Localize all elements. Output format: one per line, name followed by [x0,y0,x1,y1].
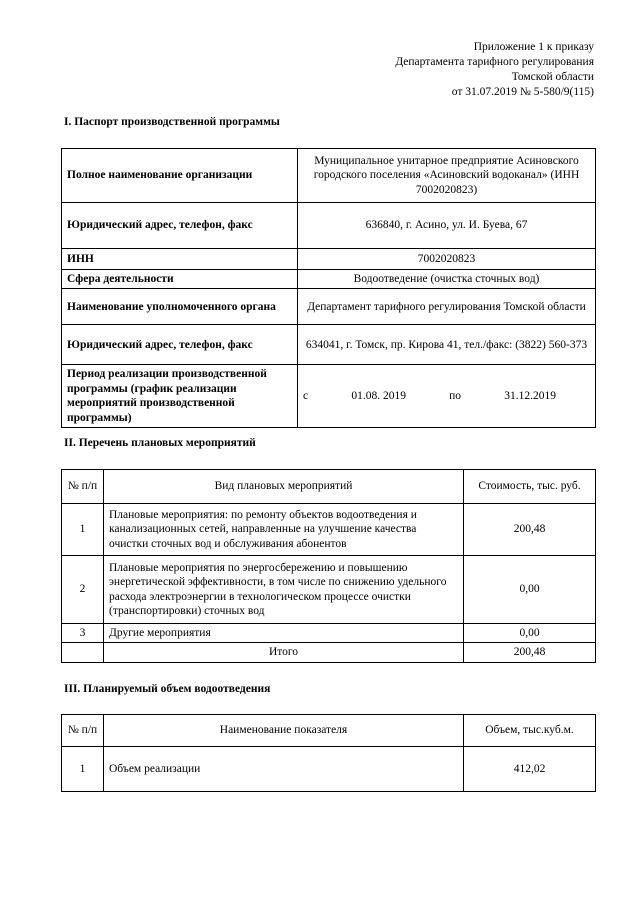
table-row [62,747,596,792]
row-volume: 412,02 [464,747,596,792]
period-value [298,365,596,428]
row-name: Плановые мероприятия: по ремонту объектов водоотведения и канализационных сетей, направленные на улучшение качества очистки сточных вод и обслуживания абонентов [104,504,464,556]
table-row [62,556,596,624]
total-label: Итого [104,643,464,662]
volume-table [61,714,596,792]
total-value: 200,48 [464,643,596,662]
row-name: Объем реализации [104,747,464,792]
passport-value: Муниципальное унитарное предприятие Асиновского городского поселения «Асиновский водоканал» (ИНН 7002020823) [298,149,596,203]
passport-table [61,148,596,428]
passport-value: Водоотведение (очистка сточных вод) [298,270,596,289]
period-to-word: по [449,389,462,402]
document-header [314,40,594,100]
row-name: Другие мероприятия [104,624,464,643]
table-total-row [62,643,596,662]
header-line-3: Томской области [511,71,594,83]
header-line-2: Департамента тарифного регулирования [395,56,594,68]
table-row [62,624,596,643]
passport-value: 636840, г. Асино, ул. И. Буева, 67 [298,203,596,249]
period-label: Период реализации производственной программы (график реализации мероприятий производственной программы) [62,365,298,428]
table-row [62,289,596,325]
passport-label: Юридический адрес, телефон, факс [62,203,298,249]
header-line-1: Приложение 1 к приказу [473,41,594,53]
column-header-cost: Стоимость, тыс. руб. [464,470,596,504]
table-row [62,249,596,270]
total-empty-cell [62,643,104,662]
period-to-date: 31.12.2019 [504,389,556,402]
table-row [62,325,596,365]
table-header-row [62,715,596,747]
row-num: 1 [62,504,104,556]
table-row [62,365,596,428]
passport-value: 7002020823 [298,249,596,270]
table-header-row [62,470,596,504]
row-num: 3 [62,624,104,643]
passport-label: Полное наименование организации [62,149,298,203]
passport-label: Юридический адрес, телефон, факс [62,325,298,365]
measures-table [61,469,596,663]
passport-value: 634041, г. Томск, пр. Кирова 41, тел./факс: (3822) 560-373 [298,325,596,365]
header-line-4: от 31.07.2019 № 5-580/9(115) [451,86,594,98]
table-row [62,149,596,203]
table-row [62,270,596,289]
table-row [62,504,596,556]
column-header-name: Наименование показателя [104,715,464,747]
period-from-word: с [303,389,309,402]
passport-label: Наименование уполномоченного органа [62,289,298,325]
row-name: Плановые мероприятия по энергосбережению и повышению энергетической эффективности, в том числе по снижению удельного расхода электроэнергии в технологическом процессе очистки (транспортировки) сточных вод [104,556,464,624]
table-row [62,203,596,249]
column-header-num: № п/п [62,470,104,504]
section-1-title: I. Паспорт производственной программы [64,116,280,128]
row-cost: 200,48 [464,504,596,556]
row-cost: 0,00 [464,624,596,643]
row-cost: 0,00 [464,556,596,624]
row-num: 1 [62,747,104,792]
column-header-volume: Объем, тыс.куб.м. [464,715,596,747]
period-from-date: 01.08. 2019 [351,389,406,402]
row-num: 2 [62,556,104,624]
passport-label: Сфера деятельности [62,270,298,289]
column-header-name: Вид плановых мероприятий [104,470,464,504]
passport-value: Департамент тарифного регулирования Томской области [298,289,596,325]
section-2-title: II. Перечень плановых мероприятий [64,437,256,449]
passport-label: ИНН [62,249,298,270]
section-3-title: III. Планируемый объем водоотведения [64,683,271,695]
column-header-num: № п/п [62,715,104,747]
